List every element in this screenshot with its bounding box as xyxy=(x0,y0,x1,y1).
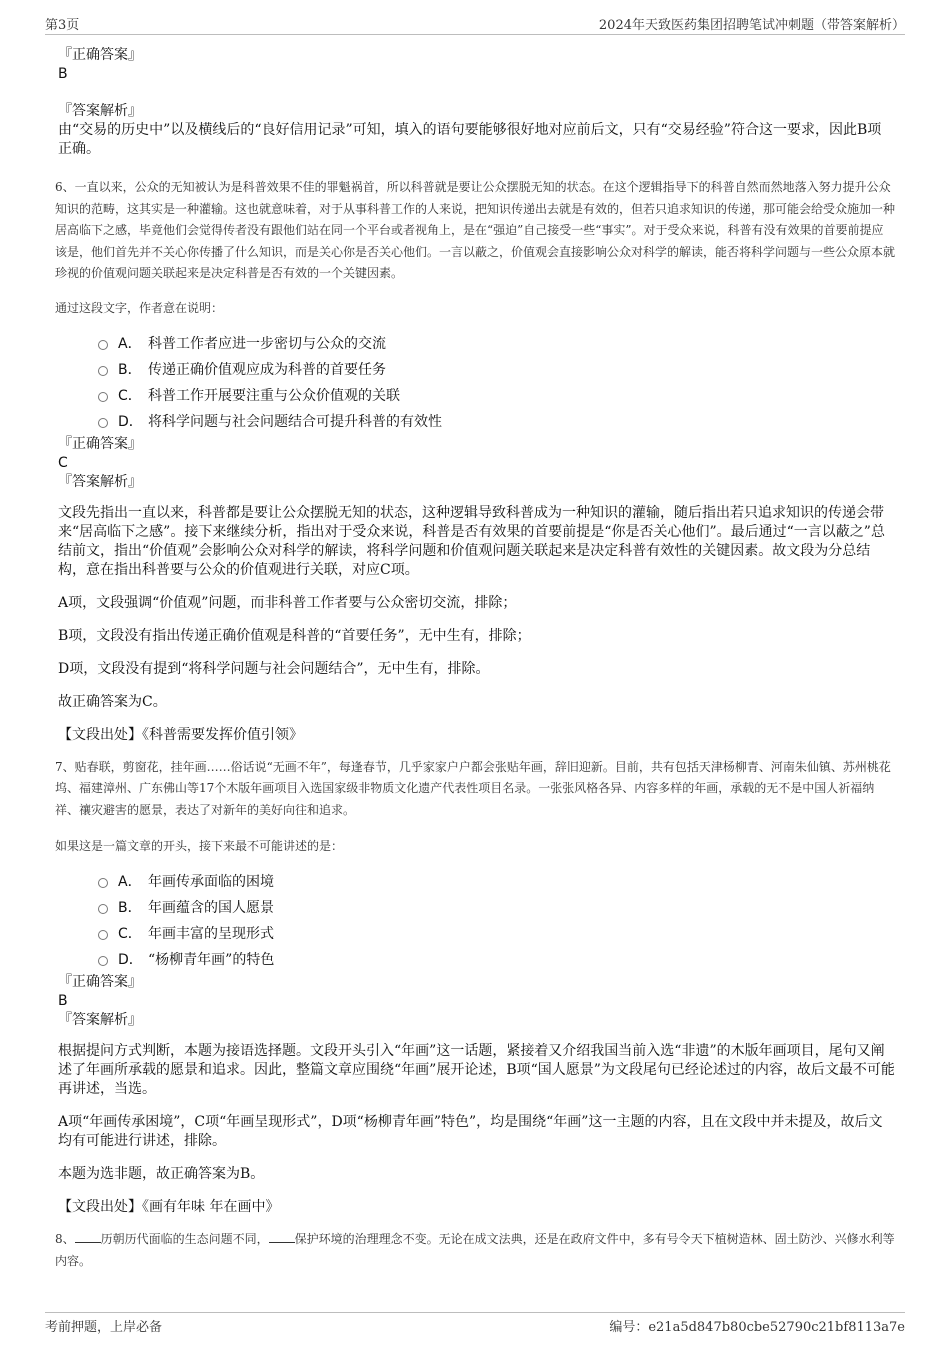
radio-icon[interactable] xyxy=(98,340,108,350)
q6-question-text: 6、一直以来，公众的无知被认为是科普效果不佳的罪魁祸首，所以科普就是要让公众摆脱无知的状态。在这个逻辑指导下的科普自然而然地落入努力提升公众知识的范畴，这其实是一种灌输。这也就意味着，对于从事科普工作的人来说，把知识传递出去就是有效的，但若只追求知识的传递，那可能会给受众施加一种居高临下之感，毕竟他们会觉得传者没有跟他们站在同一个平台或者视角上，是在“强迫”自己接受一些“事实”。对于受众来说，科普有没有效果的首要前提应该是，他们首先并不关心你传播了什么知识，而是关心你是否关心他们。一言以蔽之，价值观会直接影响公众对科学的解读，能否将科学问题与一些公众原本就珍视的价值观问题关联起来是决定科普是否有效的一个关键因素。 xyxy=(55,180,896,280)
analysis-paragraph: D项，文段没有提到“将科学问题与社会问题结合”，无中生有，排除。 xyxy=(58,660,490,677)
q7-option-b[interactable]: B． 年画蕴含的国人愿景 xyxy=(98,895,895,921)
analysis-label: 『答案解析』 xyxy=(58,1012,142,1028)
radio-icon[interactable] xyxy=(98,392,108,402)
analysis-label: 『答案解析』 xyxy=(58,473,142,490)
q6-option-b[interactable]: B． 传递正确价值观应成为科普的首要任务 xyxy=(98,357,895,383)
analysis-paragraph: 本题为选非题，故正确答案为B。 xyxy=(58,1166,265,1182)
analysis-label: 『答案解析』 xyxy=(58,103,142,119)
answer-label: 『正确答案』 xyxy=(58,47,142,63)
q7-question-text: 7、贴春联，剪窗花，挂年画……俗话说“无画不年”，每逢春节，几乎家家户户都会张贴年画，辞旧迎新。目前，共有包括天津杨柳青、河南朱仙镇、苏州桃花坞、福建漳州、广东佛山等17个木版年画项目入选国家级非物质文化遗产代表性项目名录。一张张风格各异、内容多样的年画，承载的无不是中国人祈福纳祥、禳灾避害的愿景，表达了对新年的美好向往和追求。 xyxy=(55,759,891,817)
q7-option-c[interactable]: C． 年画丰富的呈现形式 xyxy=(98,921,895,947)
q6-options xyxy=(98,331,895,435)
analysis-text: 由“交易的历史中”以及横线后的“良好信用记录”可知，填入的语句要能够很好地对应前后文，只有“交易经验”符合这一要求，因此B项正确。 xyxy=(58,122,882,157)
document-content xyxy=(55,46,895,1272)
blank-line xyxy=(75,1230,101,1243)
page-header xyxy=(45,14,905,35)
analysis-paragraph: 根据提问方式判断，本题为接语选择题。文段开头引入“年画”这一话题，紧接着又介绍我国当前入选“非遗”的木版年画项目，尾句又阐述了年画所承载的愿景和追求。因此，整篇文章应围绕“年画”展开论述，B项“国人愿景”为文段尾句已经论述过的内容，故后文最不可能再讲述，当选。 xyxy=(58,1043,895,1097)
analysis-paragraph: 故正确答案为C。 xyxy=(58,693,167,710)
radio-icon[interactable] xyxy=(98,366,108,376)
answer-label: 『正确答案』 xyxy=(58,974,142,990)
q5-answer-block xyxy=(58,46,895,159)
q6-option-c[interactable]: C． 科普工作开展要注重与公众价值观的关联 xyxy=(98,383,895,409)
radio-icon[interactable] xyxy=(98,878,108,888)
footer-slogan: 考前押题，上岸必备 xyxy=(45,1320,163,1335)
radio-icon[interactable] xyxy=(98,930,108,940)
footer-code: 编号：e21a5d847b80cbe52790c21bf8113a7e xyxy=(609,1320,905,1335)
analysis-paragraph: B项，文段没有指出传递正确价值观是科普的“首要任务”，无中生有，排除； xyxy=(58,627,531,644)
answer-value: B xyxy=(58,993,68,1009)
answer-value: C xyxy=(58,454,68,471)
radio-icon[interactable] xyxy=(98,956,108,966)
page-number: 第3页 xyxy=(45,18,80,33)
answer-label: 『正确答案』 xyxy=(58,435,142,452)
source-citation: 【文段出处】《科普需要发挥价值引领》 xyxy=(58,726,303,743)
q6-answer-block xyxy=(58,435,895,745)
analysis-paragraph: 文段先指出一直以来，科普都是要让公众摆脱无知的状态，这种逻辑导致科普成为一种知识的灌输，随后指出若只追求知识的传递会带来“居高临下之感”。接下来继续分析，指出对于受众来说，科普是否有效果的首要前提是“你是否关心他们”。最后通过“一言以蔽之”总结前文，指出“价值观”会影响公众对科学的解读，将科学问题和价值观问题关联起来是决定科普有效性的关键因素。故文段为分总结构，意在指出科普要与公众的价值观进行关联，对应C项。 xyxy=(58,504,885,578)
q6-option-a[interactable]: A． 科普工作者应进一步密切与公众的交流 xyxy=(98,331,895,357)
page-footer xyxy=(45,1312,905,1333)
document-title: 2024年天致医药集团招聘笔试冲刺题（带答案解析） xyxy=(598,18,905,33)
source-citation: 【文段出处】《画有年味 年在画中》 xyxy=(58,1199,280,1215)
answer-value: B xyxy=(58,66,68,82)
q7-prompt: 如果这是一篇文章的开头，接下来最不可能讲述的是： xyxy=(55,839,344,853)
analysis-paragraph: A项，文段强调“价值观”问题，而非科普工作者要与公众密切交流，排除； xyxy=(58,594,517,611)
radio-icon[interactable] xyxy=(98,418,108,428)
blank-line xyxy=(269,1230,295,1243)
q7-option-a[interactable]: A． 年画传承面临的困境 xyxy=(98,869,895,895)
q7-option-d[interactable]: D． “杨柳青年画”的特色 xyxy=(98,947,895,973)
q7-options xyxy=(98,869,895,973)
q6-option-d[interactable]: D． 将科学问题与社会问题结合可提升科普的有效性 xyxy=(98,409,895,435)
radio-icon[interactable] xyxy=(98,904,108,914)
q8-question-text: 8、 历朝历代面临的生态问题不同， 保护环境的治理理念不变。无论在成文法典，还是在政府文件中，多有号令天下植树造林、固土防沙、兴修水利等内容。 xyxy=(55,1232,895,1268)
analysis-paragraph: A项“年画传承困境”，C项“年画呈现形式”，D项“杨柳青年画”特色”，均是围绕“年画”这一主题的内容，且在文段中并未提及，故后文均有可能进行讲述，排除。 xyxy=(58,1114,883,1149)
q6-prompt: 通过这段文字，作者意在说明： xyxy=(55,300,224,315)
q7-answer-block xyxy=(58,973,895,1217)
